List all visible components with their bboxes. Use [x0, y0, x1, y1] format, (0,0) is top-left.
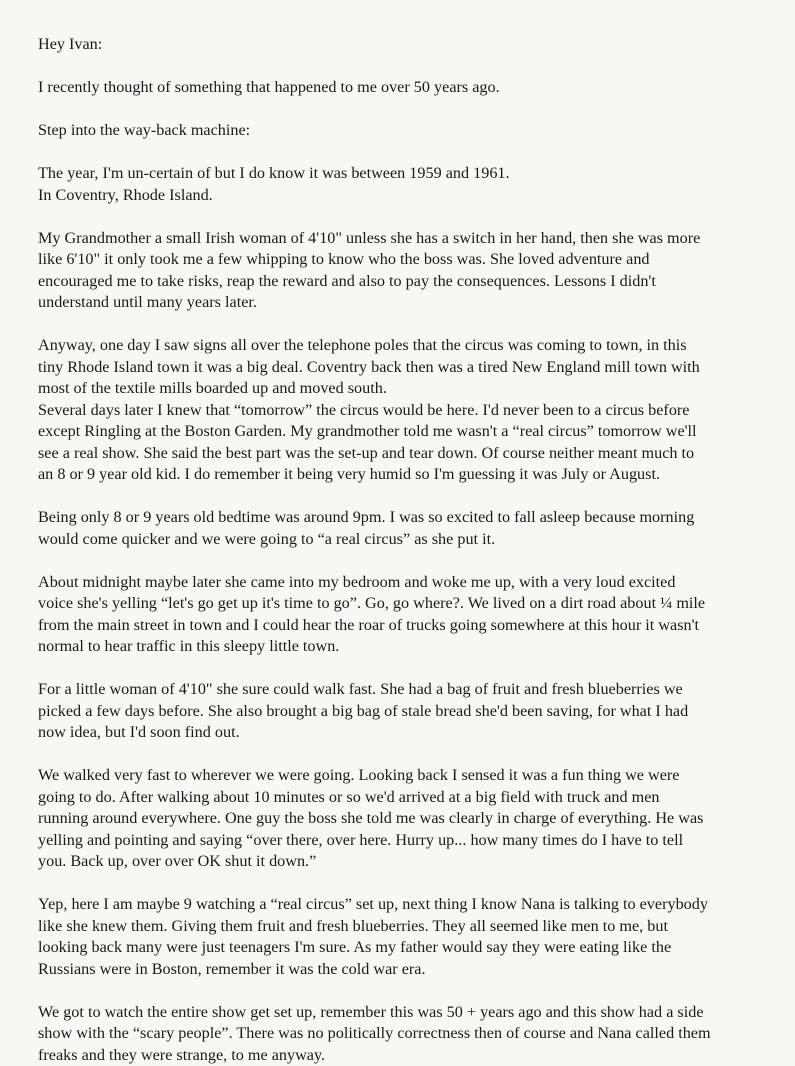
- text-line: running around everywhere. One guy the boss she told me was clearly in charge of everything. He was: [38, 808, 771, 830]
- text-line: would come quicker and we were going to “a real circus” as she put it.: [38, 529, 771, 551]
- text-line: normal to hear traffic in this sleepy little town.: [38, 636, 771, 658]
- text-line: We walked very fast to wherever we were going. Looking back I sensed it was a fun thing we were: [38, 765, 771, 787]
- text-line: Anyway, one day I saw signs all over the telephone poles that the circus was coming to town, in this: [38, 335, 771, 357]
- text-line: Russians were in Boston, remember it was the cold war era.: [38, 959, 771, 981]
- text-line: About midnight maybe later she came into my bedroom and woke me up, with a very loud excited: [38, 572, 771, 594]
- greeting: Hey Ivan:: [38, 34, 771, 56]
- text-line: Several days later I knew that “tomorrow” the circus would be here. I'd never been to a circus before: [38, 400, 771, 422]
- text-line: looking back many were just teenagers I'm sure. As my father would say they were eating like the: [38, 937, 771, 959]
- text-line: like 6'10" it only took me a few whipping to know who the boss was. She loved adventure and: [38, 249, 771, 271]
- paragraph: [38, 163, 771, 206]
- paragraph: [38, 765, 771, 873]
- text-line: yelling and pointing and saying “over there, over here. Hurry up... how many times do I have to tell: [38, 830, 771, 852]
- text-line: understand until many years later.: [38, 292, 771, 314]
- paragraph-gap: [38, 744, 771, 766]
- text-line: Being only 8 or 9 years old bedtime was around 9pm. I was so excited to fall asleep because morning: [38, 507, 771, 529]
- paragraph: [38, 335, 771, 486]
- text-line: except Ringling at the Boston Garden. My grandmother told me wasn't a “real circus” tomorrow we'll: [38, 421, 771, 443]
- text-line: Step into the way-back machine:: [38, 120, 771, 142]
- text-line: going to do. After walking about 10 minutes or so we'd arrived at a big field with truck and men: [38, 787, 771, 809]
- paragraph: [38, 572, 771, 658]
- paragraph-gap: [38, 980, 771, 1002]
- text-line: I recently thought of something that happened to me over 50 years ago.: [38, 77, 771, 99]
- text-line: picked a few days before. She also brought a big bag of stale bread she'd been saving, for what I had: [38, 701, 771, 723]
- text-line: show with the “scary people”. There was no politically correctness then of course and Nana called them: [38, 1023, 771, 1045]
- paragraph-gap: [38, 873, 771, 895]
- paragraph: [38, 77, 771, 99]
- text-line: voice she's yelling “let's go get up it's time to go”. Go, go where?. We lived on a dirt road about ¼ mile: [38, 593, 771, 615]
- paragraph: [38, 228, 771, 314]
- text-line: The year, I'm un-certain of but I do know it was between 1959 and 1961.: [38, 163, 771, 185]
- paragraph-gap: [38, 486, 771, 508]
- text-line: most of the textile mills boarded up and moved south.: [38, 378, 771, 400]
- text-line: encouraged me to take risks, reap the reward and also to pay the consequences. Lessons I didn't: [38, 271, 771, 293]
- text-line: We got to watch the entire show get set up, remember this was 50 + years ago and this show had a side: [38, 1002, 771, 1024]
- text-line: from the main street in town and I could hear the roar of trucks going somewhere at this hour it wasn't: [38, 615, 771, 637]
- text-line: For a little woman of 4'10" she sure could walk fast. She had a bag of fruit and fresh blueberries we: [38, 679, 771, 701]
- paragraph-gap: [38, 99, 771, 121]
- paragraph-gap: [38, 56, 771, 78]
- paragraph-gap: [38, 206, 771, 228]
- text-line: see a real show. She said the best part was the set-up and tear down. Of course neither meant much to: [38, 443, 771, 465]
- text-line: an 8 or 9 year old kid. I do remember it being very humid so I'm guessing it was July or August.: [38, 464, 771, 486]
- text-line: now idea, but I'd soon find out.: [38, 722, 771, 744]
- paragraph: [38, 120, 771, 142]
- paragraph-gap: [38, 658, 771, 680]
- letter-body: [38, 77, 771, 1066]
- paragraph-gap: [38, 314, 771, 336]
- paragraph: [38, 894, 771, 980]
- text-line: tiny Rhode Island town it was a big deal. Coventry back then was a tired New England mill town with: [38, 357, 771, 379]
- text-line: you. Back up, over over OK shut it down.”: [38, 851, 771, 873]
- paragraph: [38, 1002, 771, 1066]
- paragraph-gap: [38, 550, 771, 572]
- text-line: Yep, here I am maybe 9 watching a “real circus” set up, next thing I know Nana is talking to everybody: [38, 894, 771, 916]
- paragraph: [38, 507, 771, 550]
- text-line: In Coventry, Rhode Island.: [38, 185, 771, 207]
- text-line: like she knew them. Giving them fruit and fresh blueberries. They all seemed like men to me, but: [38, 916, 771, 938]
- text-line: freaks and they were strange, to me anyway.: [38, 1045, 771, 1066]
- paragraph: [38, 679, 771, 744]
- paragraph-gap: [38, 142, 771, 164]
- text-line: My Grandmother a small Irish woman of 4'10" unless she has a switch in her hand, then she was more: [38, 228, 771, 250]
